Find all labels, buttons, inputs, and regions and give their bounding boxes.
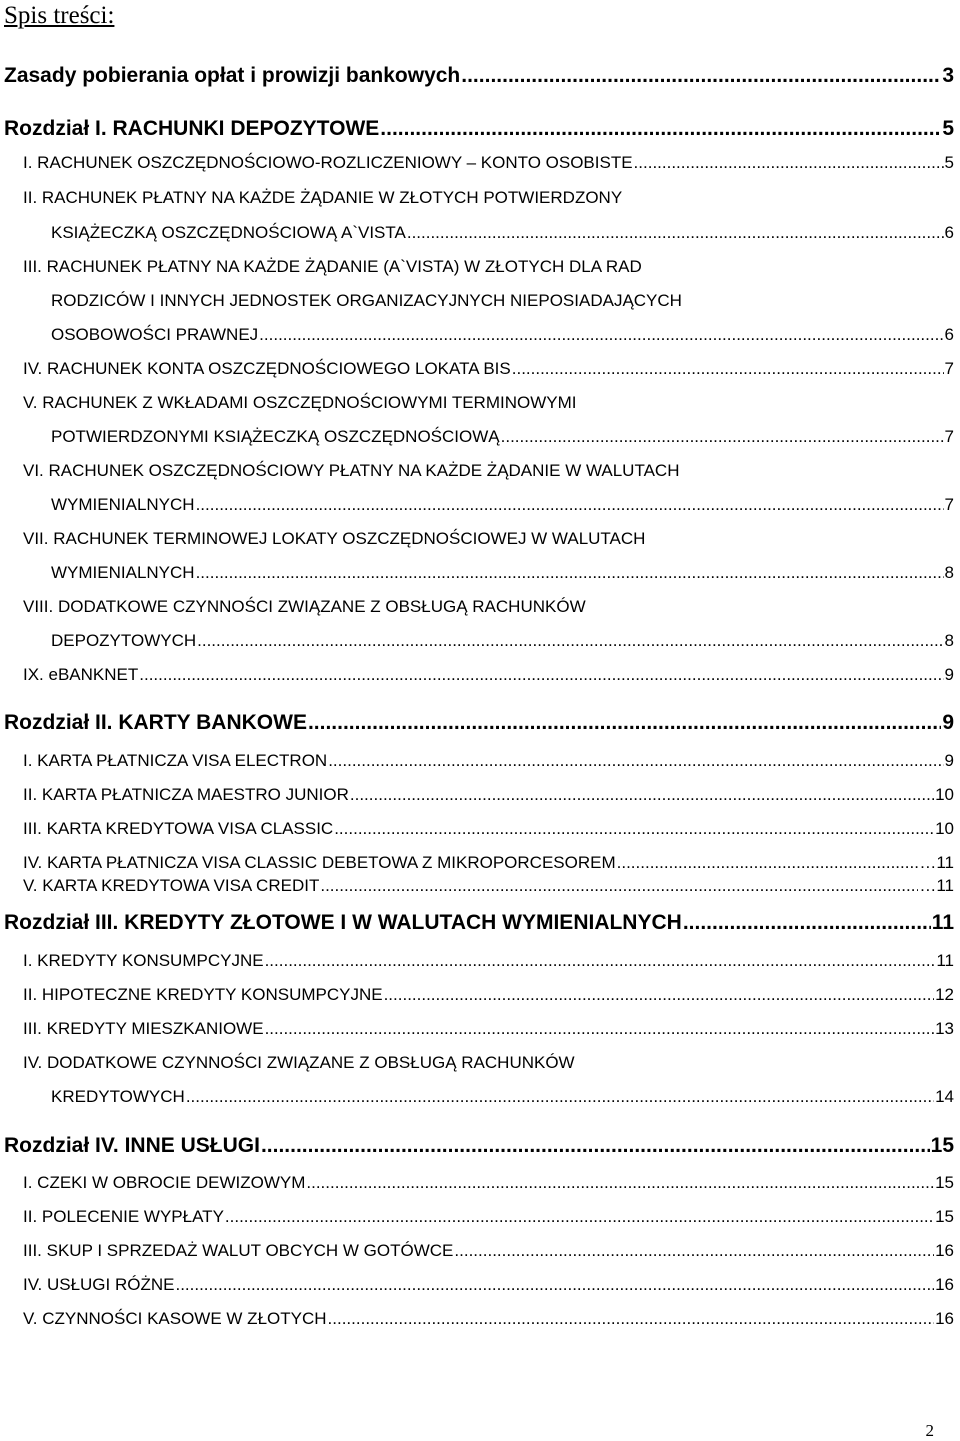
toc-entry-4-1[interactable]	[23, 1173, 954, 1193]
toc-entry-label: DEPOZYTOWYCH	[51, 631, 197, 650]
toc-chapter-1[interactable]	[4, 117, 954, 141]
dot-leader	[683, 911, 931, 935]
toc-entry-1-6-line1: VI. RACHUNEK OSZCZĘDNOŚCIOWY PŁATNY NA KAŻDE ŻĄDANIE W WALUTACH	[23, 461, 680, 480]
toc-page-number: 15	[930, 1134, 954, 1157]
dot-leader	[512, 359, 944, 379]
dot-leader	[265, 1019, 935, 1039]
dot-leader	[634, 153, 944, 173]
dot-leader	[306, 1173, 934, 1193]
dot-leader	[225, 1207, 934, 1227]
toc-entry-label: I. KARTA PŁATNICZA VISA ELECTRON	[23, 751, 328, 770]
toc-entry-1-8[interactable]	[51, 631, 954, 651]
toc-entry-1-7-line1: VII. RACHUNEK TERMINOWEJ LOKATY OSZCZĘDNOŚCIOWEJ W WALUTACH	[23, 529, 646, 548]
toc-page-number: 10	[935, 785, 954, 804]
toc-entry-1-1[interactable]	[23, 153, 954, 173]
toc-entry-label: IX. eBANKNET	[23, 665, 139, 684]
toc-entry-label: I. KREDYTY KONSUMPCYJNE	[23, 951, 264, 970]
dot-leader	[334, 819, 934, 839]
toc-title: Spis treści:	[4, 2, 115, 29]
toc-entry-3-4[interactable]	[51, 1087, 954, 1107]
toc-entry-2-1[interactable]	[23, 751, 954, 771]
toc-page-number: 11	[931, 911, 954, 934]
toc-entry-1-5[interactable]	[51, 427, 954, 447]
toc-page-number: 8	[944, 631, 954, 650]
toc-entry-1-4[interactable]	[23, 359, 954, 379]
toc-entry-label: IV. KARTA PŁATNICZA VISA CLASSIC DEBETOWA Z MIKROPORCESOREM	[23, 853, 616, 872]
toc-entry-label: II. POLECENIE WYPŁATY	[23, 1207, 224, 1226]
toc-entry-label: Rozdział III. KREDYTY ZŁOTOWE I W WALUTACH WYMIENIALNYCH	[4, 911, 682, 934]
toc-entry-label: I. RACHUNEK OSZCZĘDNOŚCIOWO-ROZLICZENIOWY – KONTO OSOBISTE	[23, 153, 633, 172]
toc-entry-2-4[interactable]	[23, 853, 954, 873]
toc-entry-label: KSIĄŻECZKĄ OSZCZĘDNOŚCIOWĄ A`VISTA	[51, 223, 406, 242]
dot-leader	[196, 495, 944, 515]
toc-page-number: 9	[942, 711, 954, 734]
dot-leader	[261, 1134, 930, 1158]
toc-entry-label: IV. USŁUGI RÓŻNE	[23, 1275, 175, 1294]
dot-leader	[320, 876, 918, 896]
toc-page-number: 7	[944, 495, 954, 514]
toc-page-number: 9	[944, 665, 954, 684]
toc-entry-label: OSOBOWOŚCI PRAWNEJ	[51, 325, 259, 344]
toc-entry-2-3[interactable]	[23, 819, 954, 839]
dot-leader	[454, 1241, 934, 1261]
toc-entry-3-2[interactable]	[23, 985, 954, 1005]
toc-entry-1-7[interactable]	[51, 563, 954, 583]
toc-page-number: 7	[944, 427, 954, 446]
toc-entry-label: V. CZYNNOŚCI KASOWE W ZŁOTYCH	[23, 1309, 327, 1328]
toc-page-number: 13	[935, 1019, 954, 1038]
toc-entry-label: II. KARTA PŁATNICZA MAESTRO JUNIOR	[23, 785, 349, 804]
toc-entry-1-6[interactable]	[51, 495, 954, 515]
dot-leader	[350, 785, 934, 805]
dot-leader	[259, 325, 943, 345]
dot-leader	[384, 985, 935, 1005]
toc-entry-label: III. SKUP I SPRZEDAŻ WALUT OBCYCH W GOTÓWCE	[23, 1241, 454, 1260]
toc-entry-1-2[interactable]	[51, 223, 954, 243]
dot-leader	[328, 751, 943, 771]
toc-page-number: 12	[935, 985, 954, 1004]
toc-entry-label: Rozdział I. RACHUNKI DEPOZYTOWE	[4, 117, 380, 140]
toc-entry-3-3[interactable]	[23, 1019, 954, 1039]
toc-chapter-2[interactable]	[4, 711, 954, 735]
toc-page-number: 8	[944, 563, 954, 582]
toc-entry-3-4-line1: IV. DODATKOWE CZYNNOŚCI ZWIĄZANE Z OBSŁUGĄ RACHUNKÓW	[23, 1053, 575, 1072]
toc-entry-1-3-line2: RODZICÓW I INNYCH JEDNOSTEK ORGANIZACYJNYCH NIEPOSIADAJĄCYCH	[51, 291, 682, 310]
toc-page-number: 16	[935, 1241, 954, 1260]
toc-entry-4-3[interactable]	[23, 1241, 954, 1261]
toc-entry-label: WYMIENIALNYCH	[51, 495, 195, 514]
dot-leader	[197, 631, 943, 651]
toc-entry-label: III. KARTA KREDYTOWA VISA CLASSIC	[23, 819, 334, 838]
toc-entry-label: V. KARTA KREDYTOWA VISA CREDIT	[23, 876, 320, 895]
toc-entry-2-2[interactable]	[23, 785, 954, 805]
toc-entry-4-5[interactable]	[23, 1309, 954, 1329]
toc-entry-1-3[interactable]	[51, 325, 954, 345]
toc-entry-label: III. KREDYTY MIESZKANIOWE	[23, 1019, 264, 1038]
toc-entry-1-9[interactable]	[23, 665, 954, 685]
toc-entry-1-3-line1: III. RACHUNEK PŁATNY NA KAŻDE ŻĄDANIE (A`VISTA) W ZŁOTYCH DLA RAD	[23, 257, 642, 276]
toc-page-number: 9	[944, 751, 954, 770]
toc-entry-label: Zasady pobierania opłat i prowizji bankowych	[4, 64, 461, 87]
toc-page-number: 15	[935, 1173, 954, 1192]
dot-leader	[407, 223, 944, 243]
toc-entry-label: I. CZEKI W OBROCIE DEWIZOWYM	[23, 1173, 306, 1192]
toc-page-number: 5	[944, 153, 954, 172]
dot-leader	[461, 64, 941, 88]
toc-entry-1-2-line1: II. RACHUNEK PŁATNY NA KAŻDE ŻĄDANIE W ZŁOTYCH POTWIERDZONY	[23, 188, 623, 207]
toc-page-number: 16	[935, 1275, 954, 1294]
toc-entry-label: IV. RACHUNEK KONTA OSZCZĘDNOŚCIOWEGO LOKATA BIS	[23, 359, 511, 378]
toc-page-number: 16	[935, 1309, 954, 1328]
toc-entry-label: Rozdział II. KARTY BANKOWE	[4, 711, 307, 734]
dot-leader	[196, 563, 944, 583]
toc-page-number: 11	[936, 951, 954, 970]
dot-leader	[328, 1309, 935, 1329]
toc-page-number: 7	[944, 359, 954, 378]
toc-page-number: 14	[935, 1087, 954, 1106]
toc-page-number: 6	[944, 223, 954, 242]
toc-entry-label: WYMIENIALNYCH	[51, 563, 195, 582]
toc-entry-4-4[interactable]	[23, 1275, 954, 1295]
dot-leader	[308, 711, 941, 735]
toc-entry-3-1[interactable]	[23, 951, 954, 971]
toc-entry-zasady[interactable]	[4, 64, 954, 88]
toc-entry-label: Rozdział IV. INNE USŁUGI	[4, 1134, 260, 1157]
toc-page-number: 10	[935, 819, 954, 838]
dot-leader	[265, 951, 936, 971]
toc-page-number: …11	[919, 876, 954, 895]
toc-entry-label: KREDYTOWYCH	[51, 1087, 185, 1106]
dot-leader	[380, 117, 941, 141]
toc-page-number: 3	[942, 64, 954, 87]
dot-leader	[139, 665, 943, 685]
toc-chapter-4[interactable]	[4, 1134, 954, 1158]
toc-entry-label: POTWIERDZONYMI KSIĄŻECZKĄ OSZCZĘDNOŚCIOWĄ	[51, 427, 500, 446]
page-number: 2	[925, 1421, 934, 1440]
toc-chapter-3[interactable]	[4, 911, 954, 935]
dot-leader	[501, 427, 944, 447]
dot-leader	[186, 1087, 934, 1107]
toc-entry-4-2[interactable]	[23, 1207, 954, 1227]
toc-entry-2-5[interactable]	[23, 876, 954, 896]
toc-page-number: …11	[919, 853, 954, 872]
toc-page-number: 5	[942, 117, 954, 140]
dot-leader	[175, 1275, 934, 1295]
toc-page-number: 15	[935, 1207, 954, 1226]
dot-leader	[617, 853, 919, 873]
toc-entry-1-5-line1: V. RACHUNEK Z WKŁADAMI OSZCZĘDNOŚCIOWYMI TERMINOWYMI	[23, 393, 577, 412]
toc-entry-1-8-line1: VIII. DODATKOWE CZYNNOŚCI ZWIĄZANE Z OBSŁUGĄ RACHUNKÓW	[23, 597, 586, 616]
toc-entry-label: II. HIPOTECZNE KREDYTY KONSUMPCYJNE	[23, 985, 383, 1004]
toc-page-number: 6	[944, 325, 954, 344]
